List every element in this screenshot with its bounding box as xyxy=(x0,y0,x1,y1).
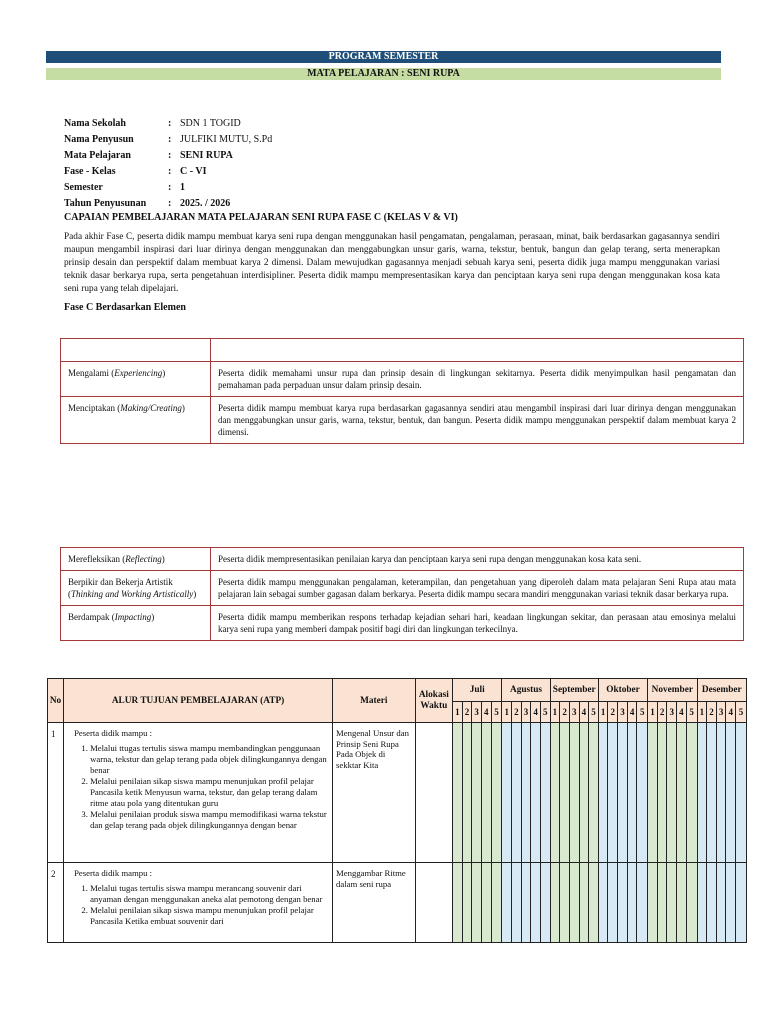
info-value: C - VI xyxy=(180,166,207,177)
week-header: 1 xyxy=(598,702,608,723)
week-cell xyxy=(512,723,522,863)
atp-objective: 1. Melalui tugas tertulis siswa mampu merancang souvenir dari anyaman dengan menggunakan aneka alat pemotong dengan benar xyxy=(90,883,328,905)
week-cell xyxy=(453,863,463,943)
week-cell xyxy=(648,723,658,863)
month-header: September xyxy=(550,679,598,702)
week-cell xyxy=(589,723,599,863)
week-header: 2 xyxy=(560,702,570,723)
atp-objective: 3. Melalui penilaian produk siswa mampu memodifikasi warna tekstur dan gelap terang pada objek dilingkungannya dengan benar xyxy=(90,809,328,831)
info-value: JULFIKI MUTU, S.Pd xyxy=(180,134,273,145)
week-cell xyxy=(608,723,618,863)
week-header: 2 xyxy=(462,702,472,723)
week-header: 1 xyxy=(453,702,463,723)
info-value: 1 xyxy=(180,182,185,193)
week-cell xyxy=(716,863,726,943)
info-label: Fase - Kelas xyxy=(64,166,116,177)
subject-subtitle: MATA PELAJARAN : SENI RUPA xyxy=(46,68,721,80)
month-header: Agustus xyxy=(502,679,550,702)
week-cell xyxy=(462,723,472,863)
element-description: Peserta didik memahami unsur rupa dan prinsip desain di lingkungan sekitarnya. Peserta didik menyimpulkan hasil pengamatan dan pemahaman pada perpaduan unsur dalam prinsip desain. xyxy=(211,362,744,397)
week-cell xyxy=(677,863,687,943)
week-cell xyxy=(598,863,608,943)
week-header: 5 xyxy=(736,702,747,723)
materi-cell: Mengenal Unsur dan Prinsip Seni Rupa Pada Objek di sekktar Kita xyxy=(333,723,416,863)
week-cell xyxy=(531,723,541,863)
col-header-atp: ALUR TUJUAN PEMBELAJARAN (ATP) xyxy=(64,679,333,723)
element-name: Merefleksikan (Reflecting) xyxy=(61,548,211,571)
atp-cell xyxy=(64,863,333,943)
week-cell xyxy=(736,723,747,863)
week-cell xyxy=(502,863,512,943)
col-header-no: No xyxy=(48,679,64,723)
atp-intro: Peserta didik mampu : xyxy=(74,728,152,738)
info-value: 2025. / 2026 xyxy=(180,198,231,209)
week-header: 5 xyxy=(540,702,550,723)
elements-table-1 xyxy=(60,338,744,444)
week-cell xyxy=(707,863,717,943)
week-header: 2 xyxy=(707,702,717,723)
atp-objective: 2. Melalui penilaian sikap siswa mampu menunjukan profil pelajar Pancasila ketik Menyusun warna, tekstur, dan gelap terang dalam ritme atau pola yang ditentukan guru xyxy=(90,776,328,809)
week-header: 4 xyxy=(726,702,736,723)
materi-cell: Menggambar Ritme dalam seni rupa xyxy=(333,863,416,943)
week-header: 5 xyxy=(637,702,648,723)
table-row xyxy=(61,339,744,362)
row-number: 1 xyxy=(48,723,64,863)
week-header: 4 xyxy=(579,702,589,723)
week-header: 1 xyxy=(648,702,658,723)
info-value: SENI RUPA xyxy=(180,150,233,161)
week-header: 4 xyxy=(627,702,637,723)
program-semester-title: PROGRAM SEMESTER xyxy=(46,51,721,63)
element-name: Mengalami (Experiencing) xyxy=(61,362,211,397)
month-header: Oktober xyxy=(598,679,647,702)
element-name: Menciptakan (Making/Creating) xyxy=(61,397,211,444)
week-cell xyxy=(550,863,560,943)
week-cell xyxy=(560,863,570,943)
week-cell xyxy=(637,723,648,863)
week-header: 4 xyxy=(481,702,491,723)
week-cell xyxy=(667,723,677,863)
week-header: 4 xyxy=(677,702,687,723)
capaian-heading: CAPAIAN PEMBELAJARAN MATA PELAJARAN SENI RUPA FASE C (KELAS V & VI) xyxy=(64,212,458,223)
week-cell xyxy=(502,723,512,863)
info-label: Nama Penyusun xyxy=(64,134,134,145)
element-name: Berdampak (Impacting) xyxy=(61,606,211,641)
week-cell xyxy=(716,723,726,863)
atp-objective: 1. Melalui ttugas tertulis siswa mampu membandingkan penggunaan warna, tekstur dan gelap terang pada objek dilingkungannya dengan benar xyxy=(90,743,328,776)
week-cell xyxy=(531,863,541,943)
week-cell xyxy=(657,863,667,943)
element-description: Peserta didik mampu membuat karya rupa berdasarkan gagasannya sendiri atau mengambil inspirasi dari luar dirinya dengan menggunakan dan menggabungkan unsur garis, warna, tekstur, bentuk, dan bangun. Peserta didik mampu menggunakan perspektif dalam membuat karya 2 dimensi. xyxy=(211,397,744,444)
week-cell xyxy=(481,863,491,943)
capaian-paragraph: Pada akhir Fase C, peserta didik mampu membuat karya seni rupa dengan menggunakan hasil pengamatan, pengalaman, perasaan, minat, baik berdasarkan gagasannya sendiri maupun mengambil inspirasi dari luar dirinya dengan menggunakan dan menggabungkan unsur garis, warna, tekstur, bentuk, bangun dan gelap terang, serta menerapkan prinsip desain dan perspektif dalam membuat karya 2 dimensi. Dalam mewujudkan gagasannya menjadi sebuah karya seni, peserta didik juga mampu menggunakan variasi teknik dasar berkarya rupa, serta pengetahuan interdisipliner. Peserta didik mampu mempresentasikan karya dan penciptaan karya seni rupa dengan menggunakan kosa kata seni rupa yang telah dipelajari. xyxy=(64,232,720,294)
table-row xyxy=(61,606,744,641)
atp-schedule-table xyxy=(47,678,747,943)
week-header: 5 xyxy=(686,702,697,723)
week-cell xyxy=(569,723,579,863)
month-header: November xyxy=(648,679,697,702)
week-cell xyxy=(569,863,579,943)
week-cell xyxy=(618,723,628,863)
col-header-materi: Materi xyxy=(333,679,416,723)
week-cell xyxy=(608,863,618,943)
week-header: 2 xyxy=(657,702,667,723)
row-number: 2 xyxy=(48,863,64,943)
week-header: 4 xyxy=(531,702,541,723)
week-cell xyxy=(726,863,736,943)
info-value: SDN 1 TOGID xyxy=(180,118,241,129)
week-header: 3 xyxy=(521,702,531,723)
week-header: 2 xyxy=(512,702,522,723)
elemen-heading: Fase C Berdasarkan Elemen xyxy=(64,302,186,313)
week-cell xyxy=(637,863,648,943)
table-row xyxy=(61,397,744,444)
week-cell xyxy=(462,863,472,943)
atp-intro: Peserta didik mampu : xyxy=(74,868,152,878)
week-cell xyxy=(697,723,707,863)
alokasi-cell xyxy=(415,723,453,863)
info-label: Semester xyxy=(64,182,103,193)
week-cell xyxy=(560,723,570,863)
week-cell xyxy=(726,723,736,863)
week-cell xyxy=(472,863,482,943)
elements-table-2 xyxy=(60,547,744,641)
atp-cell xyxy=(64,723,333,863)
week-cell xyxy=(550,723,560,863)
week-cell xyxy=(512,863,522,943)
month-header: Desember xyxy=(697,679,747,702)
element-description: Peserta didik mempresentasikan penilaian karya dan penciptaan karya seni rupa dengan menggunakan kosa kata seni. xyxy=(211,548,744,571)
info-label: Mata Pelajaran xyxy=(64,150,131,161)
week-cell xyxy=(657,723,667,863)
info-label: Tahun Penyusunan xyxy=(64,198,147,209)
week-cell xyxy=(598,723,608,863)
week-cell xyxy=(677,723,687,863)
week-cell xyxy=(736,863,747,943)
week-cell xyxy=(648,863,658,943)
week-header: 1 xyxy=(502,702,512,723)
week-header: 3 xyxy=(716,702,726,723)
week-cell xyxy=(540,723,550,863)
week-cell xyxy=(686,863,697,943)
week-cell xyxy=(521,863,531,943)
week-header: 5 xyxy=(491,702,502,723)
element-description: Peserta didik mampu menggunakan pengalaman, keterampilan, dan pengetahuan yang diperoleh dalam mata pelajaran Seni Rupa atau mata pelajaran lain sebagai sumber gagasan dalam berkarya. Peserta didik mampu secara mandiri menggunakan variasi teknik dasar berkarya rupa. xyxy=(211,571,744,606)
alokasi-cell xyxy=(415,863,453,943)
week-cell xyxy=(589,863,599,943)
week-cell xyxy=(453,723,463,863)
table-header-row xyxy=(48,679,747,702)
table-row xyxy=(48,863,747,943)
week-cell xyxy=(491,723,502,863)
info-label: Nama Sekolah xyxy=(64,118,126,129)
week-cell xyxy=(618,863,628,943)
month-header: Juli xyxy=(453,679,502,702)
week-cell xyxy=(579,863,589,943)
week-header: 2 xyxy=(608,702,618,723)
week-cell xyxy=(707,723,717,863)
col-header-alokasi: Alokasi Waktu xyxy=(415,679,453,723)
table-row xyxy=(48,723,747,863)
week-cell xyxy=(697,863,707,943)
table-row xyxy=(61,548,744,571)
week-cell xyxy=(579,723,589,863)
week-header: 3 xyxy=(569,702,579,723)
week-cell xyxy=(481,723,491,863)
week-header: 1 xyxy=(550,702,560,723)
week-header: 3 xyxy=(472,702,482,723)
week-cell xyxy=(491,863,502,943)
atp-objective: 2. Melalui penilaian sikap siswa mampu menunjukan profil pelajar Pancasila Ketika embuat souvenir dari xyxy=(90,905,328,927)
week-cell xyxy=(472,723,482,863)
week-cell xyxy=(667,863,677,943)
week-header: 1 xyxy=(697,702,707,723)
element-name: Berpikir dan Bekerja Artistik (Thinking and Working Artistically) xyxy=(61,571,211,606)
table-row xyxy=(61,362,744,397)
week-header: 5 xyxy=(589,702,599,723)
week-cell xyxy=(686,723,697,863)
week-cell xyxy=(540,863,550,943)
week-header: 3 xyxy=(667,702,677,723)
week-cell xyxy=(627,723,637,863)
week-cell xyxy=(627,863,637,943)
table-row xyxy=(61,571,744,606)
element-description: Peserta didik mampu memberikan respons terhadap kejadian sehari hari, keadaan lingkungan sekitar, dan perasaan atau emosinya melalui karya seni rupa yang memberi dampak positif bagi diri dan lingkungan terkecilnya. xyxy=(211,606,744,641)
week-cell xyxy=(521,723,531,863)
week-header: 3 xyxy=(618,702,628,723)
